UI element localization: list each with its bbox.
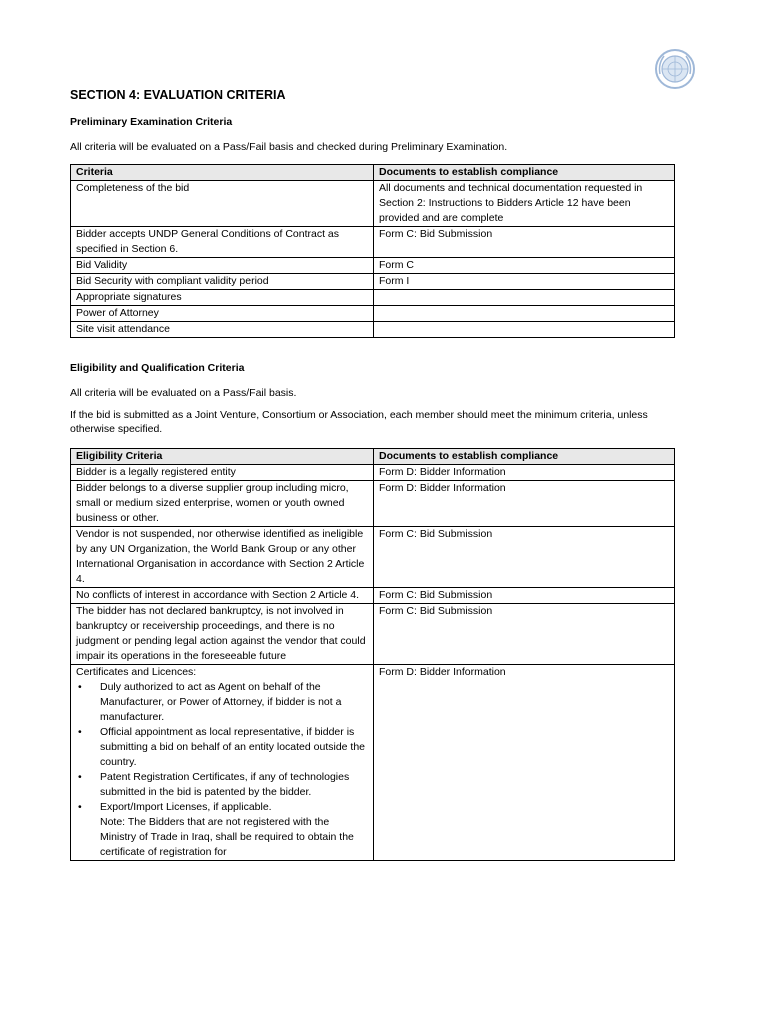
criteria-cell: The bidder has not declared bankruptcy, is not involved in bankruptcy or receivership proceedings, and there is no judgment or pending legal action against the vendor that could impair its operations in the foreseeable future: [71, 604, 374, 665]
table-row: [71, 227, 675, 258]
list-item: • Export/Import Licenses, if applicable.: [76, 800, 368, 815]
joint-venture-note: If the bid is submitted as a Joint Venture, Consortium or Association, each member should meet the minimum criteria, unless otherwise specified.: [70, 409, 648, 435]
document-content: [70, 88, 690, 861]
document-cell: Form C: Bid Submission: [374, 604, 675, 665]
table-row: [71, 322, 675, 338]
table-row: [71, 258, 675, 274]
table-header-row: [71, 449, 675, 465]
preliminary-intro: All criteria will be evaluated on a Pass/Fail basis and checked during Preliminary Examination.: [70, 141, 508, 153]
table-row: [71, 588, 675, 604]
preliminary-heading: Preliminary Examination Criteria: [70, 116, 233, 128]
document-cell: Form I: [374, 274, 675, 290]
list-item: • Patent Registration Certificates, if any of technologies submitted in the bid is patented by the bidder.: [76, 770, 368, 800]
certificates-title: Certificates and Licences:: [76, 666, 197, 678]
certificates-cell: [71, 665, 374, 861]
table-row: [71, 306, 675, 322]
document-cell: Form D: Bidder Information: [374, 465, 675, 481]
document-cell: Form C: Bid Submission: [374, 588, 675, 604]
certificates-list: [76, 680, 368, 815]
document-cell: Form D: Bidder Information: [374, 665, 675, 861]
criteria-cell: Bid Validity: [71, 258, 374, 274]
eligibility-criteria-table: [70, 448, 675, 861]
criteria-cell: Appropriate signatures: [71, 290, 374, 306]
criteria-cell: Bidder belongs to a diverse supplier group including micro, small or medium sized enterprise, women or youth owned business or other.: [71, 481, 374, 527]
table-row: [71, 290, 675, 306]
criteria-cell: Vendor is not suspended, nor otherwise identified as ineligible by any UN Organization, the World Bank Group or any other International Organisation in accordance with Section 2 Article 4.: [71, 527, 374, 588]
column-header: Documents to establish compliance: [374, 165, 675, 181]
preliminary-criteria-table: [70, 164, 675, 338]
un-emblem-icon: [654, 48, 696, 90]
document-cell: [374, 290, 675, 306]
document-cell: [374, 322, 675, 338]
criteria-cell: Completeness of the bid: [71, 181, 374, 227]
criteria-cell: Site visit attendance: [71, 322, 374, 338]
table-row: [71, 181, 675, 227]
eligibility-intro: All criteria will be evaluated on a Pass/Fail basis.: [70, 387, 297, 399]
table-row: [71, 527, 675, 588]
column-header: Documents to establish compliance: [374, 449, 675, 465]
criteria-cell: No conflicts of interest in accordance with Section 2 Article 4.: [71, 588, 374, 604]
criteria-cell: Power of Attorney: [71, 306, 374, 322]
list-item: • Official appointment as local representative, if bidder is submitting a bid on behalf of an entity located outside the country.: [76, 725, 368, 770]
table-row: [71, 465, 675, 481]
criteria-cell: Bidder accepts UNDP General Conditions of Contract as specified in Section 6.: [71, 227, 374, 258]
table-row: [71, 274, 675, 290]
document-cell: Form C: [374, 258, 675, 274]
criteria-cell: Bidder is a legally registered entity: [71, 465, 374, 481]
list-item: • Duly authorized to act as Agent on behalf of the Manufacturer, or Power of Attorney, if bidder is not a manufacturer.: [76, 680, 368, 725]
document-cell: Form C: Bid Submission: [374, 227, 675, 258]
registration-note: Note: The Bidders that are not registered with the Ministry of Trade in Iraq, shall be required to obtain the certificate of registration for: [100, 816, 354, 858]
document-cell: [374, 306, 675, 322]
document-cell: Form D: Bidder Information: [374, 481, 675, 527]
table-header-row: [71, 165, 675, 181]
eligibility-heading: Eligibility and Qualification Criteria: [70, 362, 245, 374]
section-title: SECTION 4: EVALUATION CRITERIA: [70, 88, 286, 102]
table-row: [71, 604, 675, 665]
column-header: Eligibility Criteria: [71, 449, 374, 465]
criteria-cell: Bid Security with compliant validity period: [71, 274, 374, 290]
table-row: [71, 481, 675, 527]
table-row: [71, 665, 675, 861]
column-header: Criteria: [71, 165, 374, 181]
document-cell: Form C: Bid Submission: [374, 527, 675, 588]
document-cell: All documents and technical documentation requested in Section 2: Instructions to Bidders Article 12 have been provided and are complete: [374, 181, 675, 227]
